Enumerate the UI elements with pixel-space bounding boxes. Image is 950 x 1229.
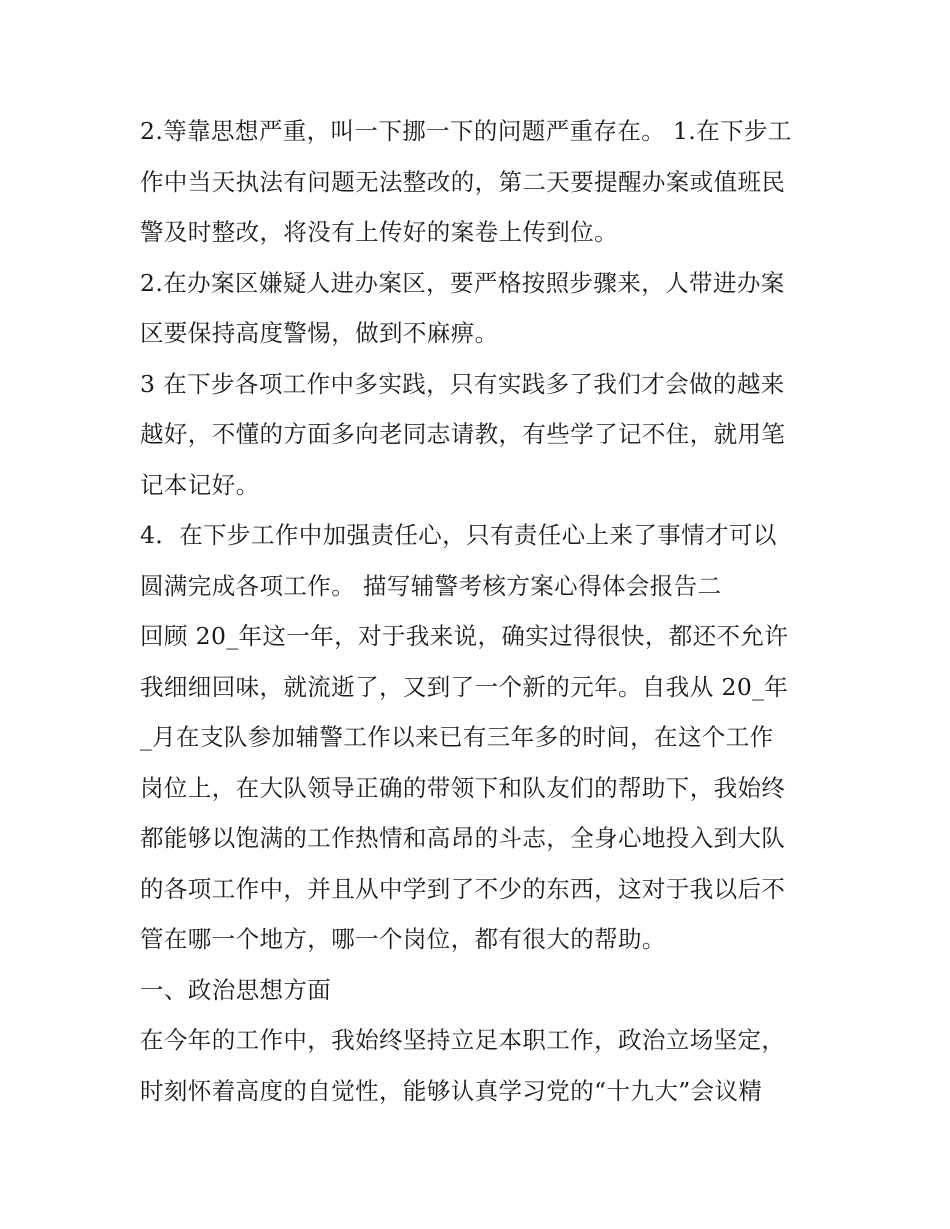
document-body	[140, 106, 820, 1116]
text-line: 都能够以饱满的工作热情和高昂的斗志，全身心地投入到大队	[140, 824, 786, 852]
text-line: 越好，不懂的方面多向老同志请教，有些学了记不住，就用笔	[140, 420, 786, 448]
text-line: 时刻怀着高度的自觉性，能够认真学习党的“十九大”会议精	[140, 1076, 763, 1105]
text-line: 2.等靠思想严重，叫一下挪一下的问题严重存在。 1.在下步工	[140, 117, 792, 145]
text-line: _月在支队参加辅警工作以来已有三年多的时间，在这个工作	[140, 723, 774, 751]
text-line: 管在哪一个地方，哪一个岗位，都有很大的帮助。	[140, 925, 666, 953]
text-line: 圆满完成各项工作。 描写辅警考核方案心得体会报告二	[140, 571, 722, 600]
text-line: 2.在办案区嫌疑人进办案区，要严格按照步骤来，人带进办案	[140, 268, 785, 297]
text-line: 作中当天执法有问题无法整改的，第二天要提醒办案或值班民	[140, 167, 786, 196]
text-line: 回顾 20_年这一年，对于我来说，确实过得很快，都还不允许	[140, 622, 789, 650]
text-line: 区要保持高度警惕，做到不麻痹。	[140, 319, 499, 347]
text-line: 3 在下步各项工作中多实践，只有实践多了我们才会做的越来	[140, 369, 785, 398]
section-heading: 一、政治思想方面	[140, 975, 332, 1004]
text-line: 岗位上，在大队领导正确的带领下和队友们的帮助下，我始终	[140, 773, 786, 802]
text-line: 我细细回味，就流逝了，又到了一个新的元年。自我从 20_年	[140, 672, 789, 701]
text-line: 记本记好。	[140, 470, 260, 499]
text-line: 警及时整改，将没有上传好的案卷上传到位。	[140, 218, 618, 246]
text-line: 在今年的工作中，我始终坚持立足本职工作，政治立场坚定，	[140, 1026, 786, 1054]
text-line: 4．在下步工作中加强责任心，只有责任心上来了事情才可以	[140, 521, 777, 549]
text-line: 的各项工作中，并且从中学到了不少的东西，这对于我以后不	[140, 874, 786, 903]
